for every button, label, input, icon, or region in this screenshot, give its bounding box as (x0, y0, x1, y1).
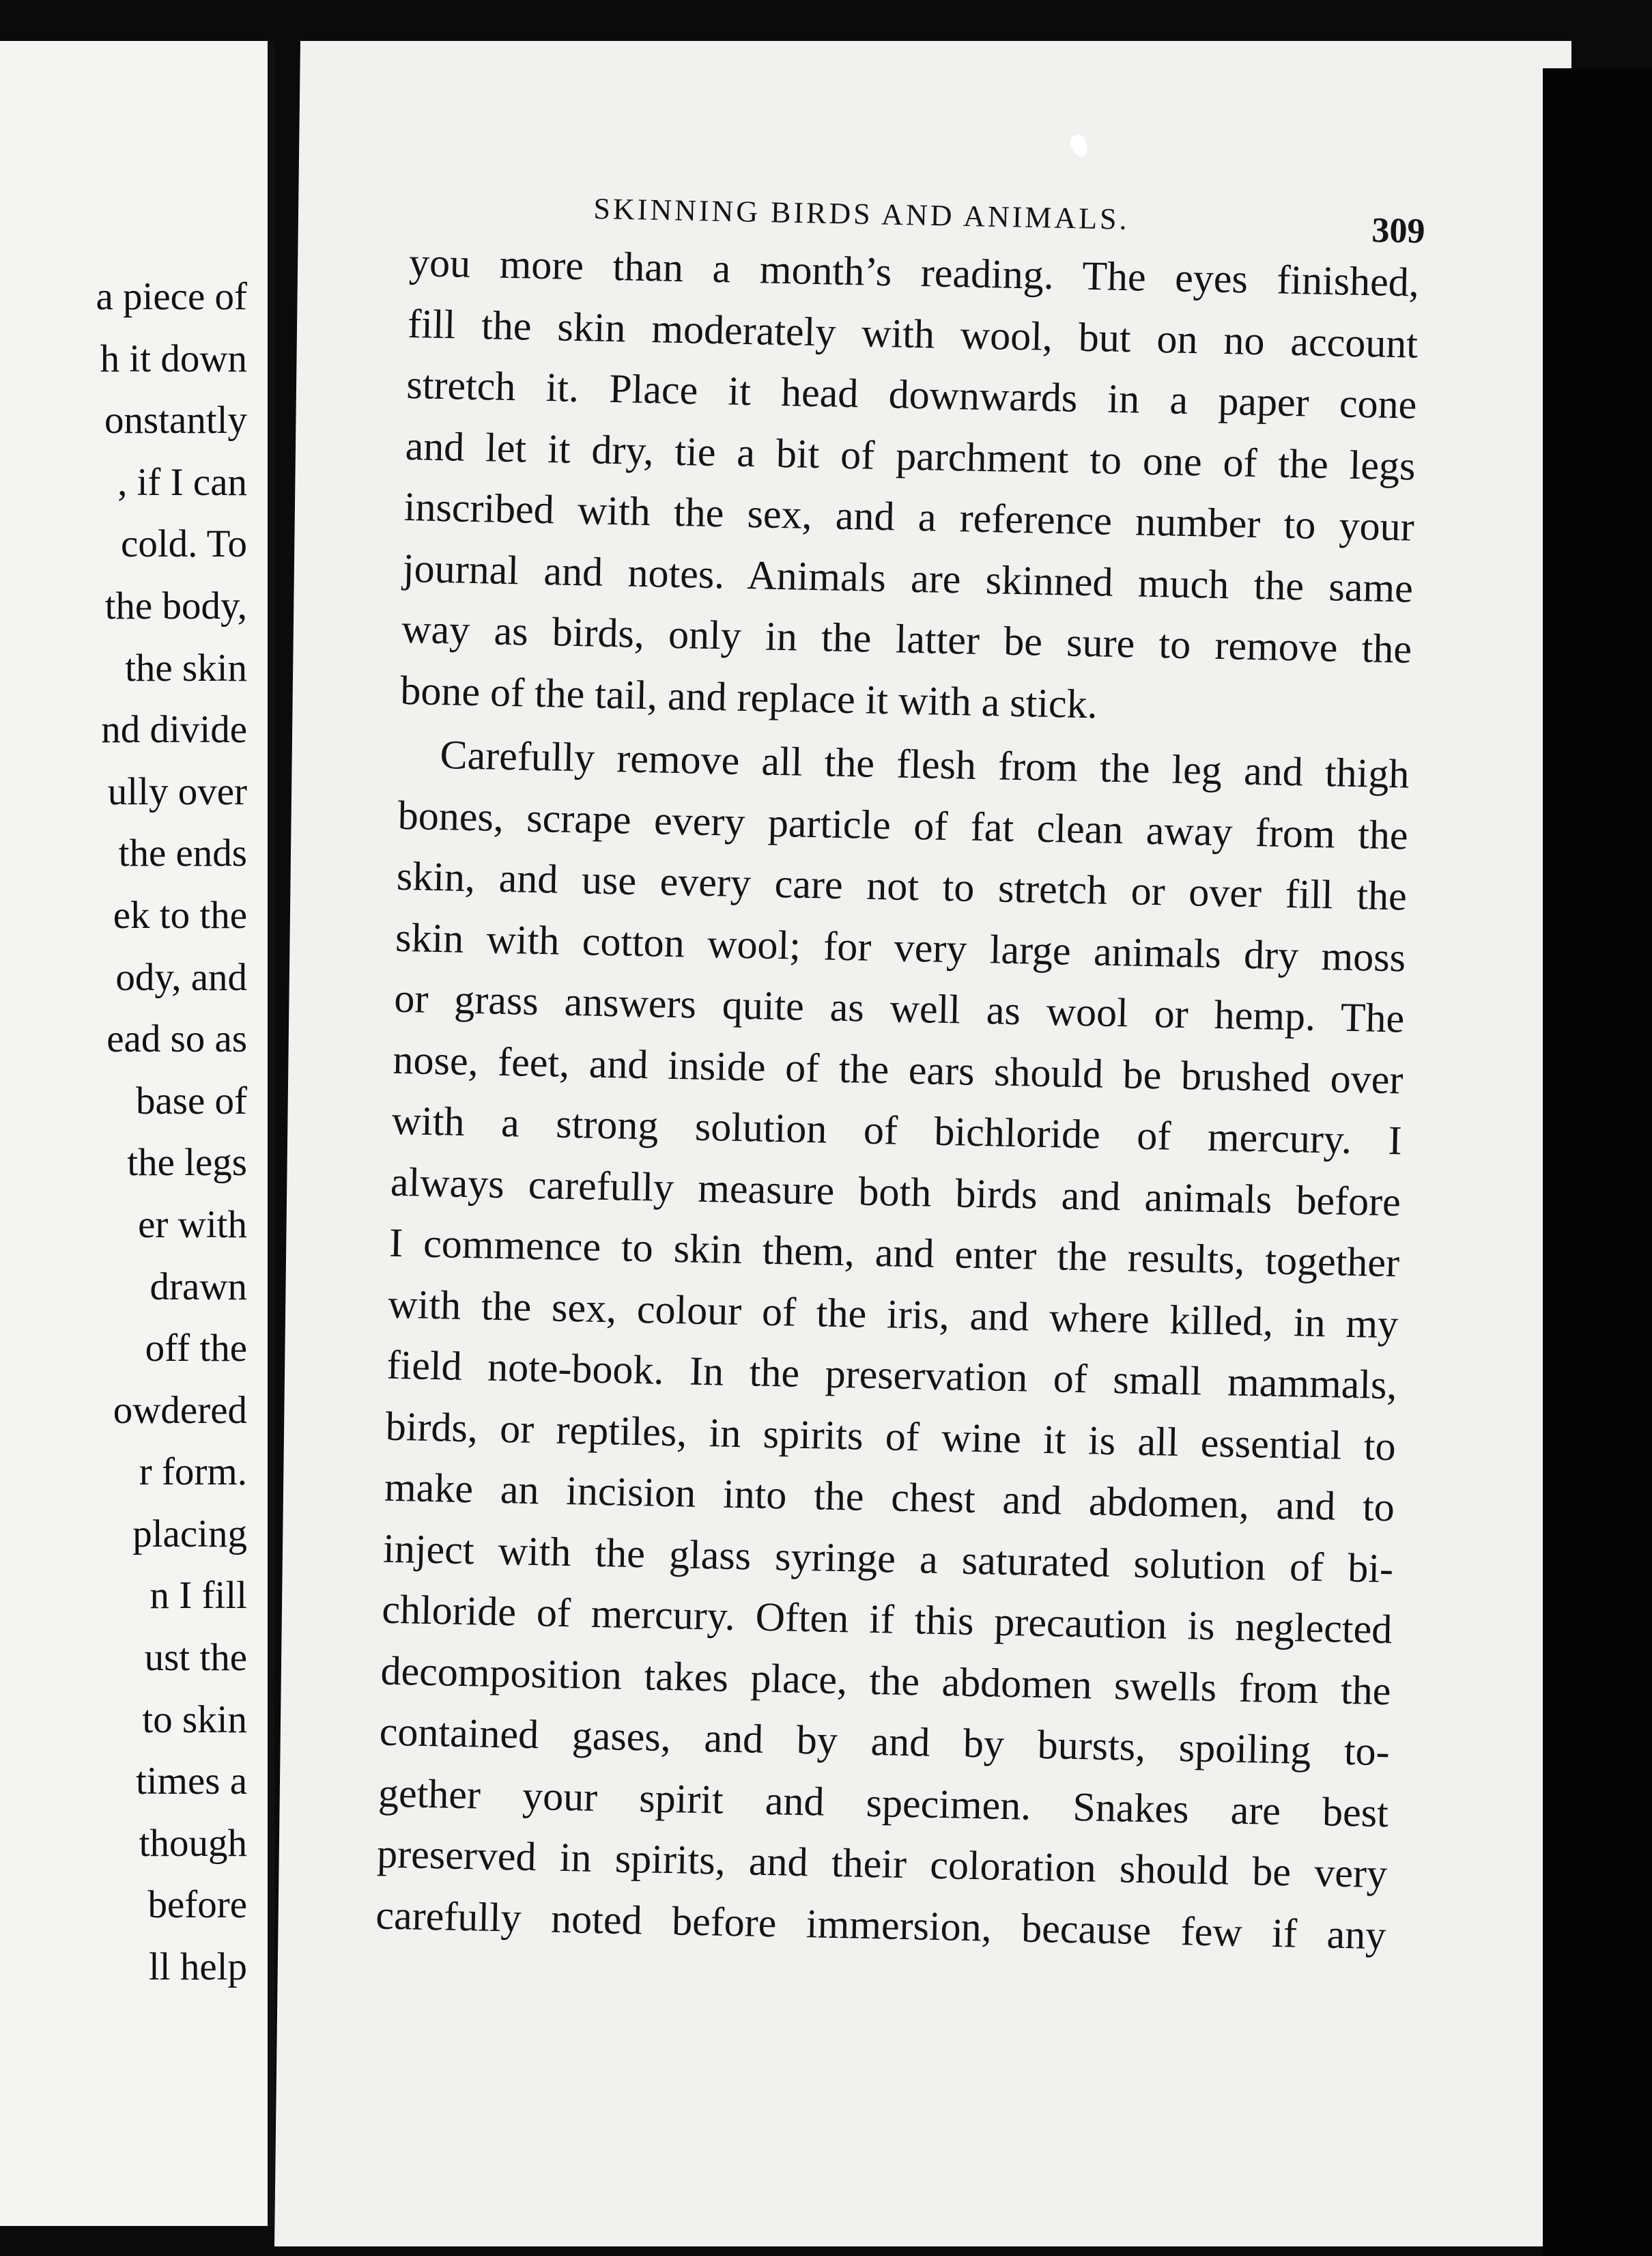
left-page-line: er with (138, 1202, 247, 1246)
text-line: stretch it. Place it head downwards in a paper cone (405, 361, 1417, 427)
left-page-text (0, 266, 247, 1999)
text-line: and let it dry, tie a bit of parchment to one of the legs (405, 423, 1416, 489)
text-line: gether your spirit and specimen. Snakes are best (378, 1770, 1389, 1835)
left-page-line: ully over (107, 770, 247, 813)
paragraph (375, 724, 1410, 1966)
left-page-line: ody, and (115, 955, 247, 999)
left-page-line: off the (145, 1327, 247, 1370)
text-line: inscribed with the sex, and a reference number to your (403, 483, 1415, 550)
left-page-line: ll help (148, 1945, 247, 1989)
text-line: make an incision into the chest and abdomen, and to (384, 1464, 1395, 1530)
body-text (375, 232, 1420, 1966)
text-line: birds, or reptiles, in spirits of wine it is all essential to (385, 1403, 1397, 1469)
left-page-line: base of (135, 1079, 247, 1123)
left-page-line: a piece of (96, 275, 247, 318)
text-line: carefully noted before immersion, because few if any (375, 1892, 1386, 1958)
text-line: bone of the tail, and replace it with a stick. (399, 667, 1098, 727)
text-line: decomposition takes place, the abdomen swells from the (380, 1648, 1392, 1713)
paragraph (400, 232, 1420, 742)
text-line: way as birds, only in the latter be sure to remove the (401, 606, 1412, 672)
left-page-line: drawn (149, 1265, 247, 1308)
text-line: chloride of mercury. Often if this precaution is neglected (381, 1586, 1393, 1652)
text-line: I commence to skin them, and enter the results, together (388, 1219, 1400, 1286)
text-line: or grass answers quite as well as wool or hemp. The (393, 975, 1405, 1041)
text-line: journal and notes. Animals are skinned much the same (402, 545, 1414, 611)
left-page-line: the legs (127, 1141, 247, 1185)
text-line: fill the skin moderately with wool, but on no account (407, 300, 1419, 367)
left-page-line: nd divide (101, 708, 247, 752)
left-page-line: before (147, 1883, 247, 1927)
text-line: Carefully remove all the flesh from the leg and thigh (439, 732, 1410, 797)
left-page-line: the ends (118, 832, 247, 875)
text-line: always carefully measure both birds and animals before (390, 1159, 1401, 1224)
left-page-line: onstantly (104, 399, 247, 442)
left-page-line: cold. To (121, 522, 247, 566)
text-line: preserved in spirits, and their coloration should be very (376, 1831, 1388, 1897)
text-line: contained gases, and by and by bursts, spoiling to- (379, 1708, 1391, 1775)
running-head: SKINNING BIRDS AND ANIMALS. (593, 191, 1130, 236)
text-line: with the sex, colour of the iris, and where killed, in my (387, 1281, 1399, 1346)
left-page-line: to skin (142, 1697, 247, 1741)
left-page-line: times a (135, 1760, 247, 1803)
left-page-line: n I fill (149, 1574, 247, 1618)
page-number: 309 (1371, 210, 1425, 251)
left-page-line: ead so as (106, 1017, 247, 1061)
left-page-line: placing (132, 1512, 247, 1555)
text-line: skin, and use every care not to stretch or over fill the (396, 853, 1408, 919)
left-page-line: ust the (144, 1636, 247, 1680)
page-edge-shadow (1543, 68, 1652, 2256)
text-line: field note-book. In the preservation of small mammals, (386, 1342, 1398, 1408)
left-page-line: the body, (104, 584, 247, 628)
left-page-line: the skin (125, 646, 247, 690)
text-line: with a strong solution of bichloride of mercury. I (391, 1097, 1403, 1164)
left-page-line: ek to the (113, 893, 247, 937)
text-line: inject with the glass syringe a saturated solution of bi- (382, 1525, 1394, 1591)
left-page-line: though (139, 1821, 247, 1865)
left-page-line: owdered (113, 1388, 247, 1432)
text-line: bones, scrape every particle of fat clean away from the (397, 792, 1409, 858)
left-page (0, 41, 274, 2226)
left-page-line: , if I can (117, 460, 247, 504)
left-page-line: r form. (139, 1450, 247, 1494)
text-line: skin with cotton wool; for very large animals dry moss (395, 914, 1406, 980)
left-page-line: h it down (100, 337, 247, 380)
text-line: you more than a month’s reading. The eyes finished, (408, 239, 1420, 305)
text-line: nose, feet, and inside of the ears should be brushed over (393, 1037, 1404, 1102)
